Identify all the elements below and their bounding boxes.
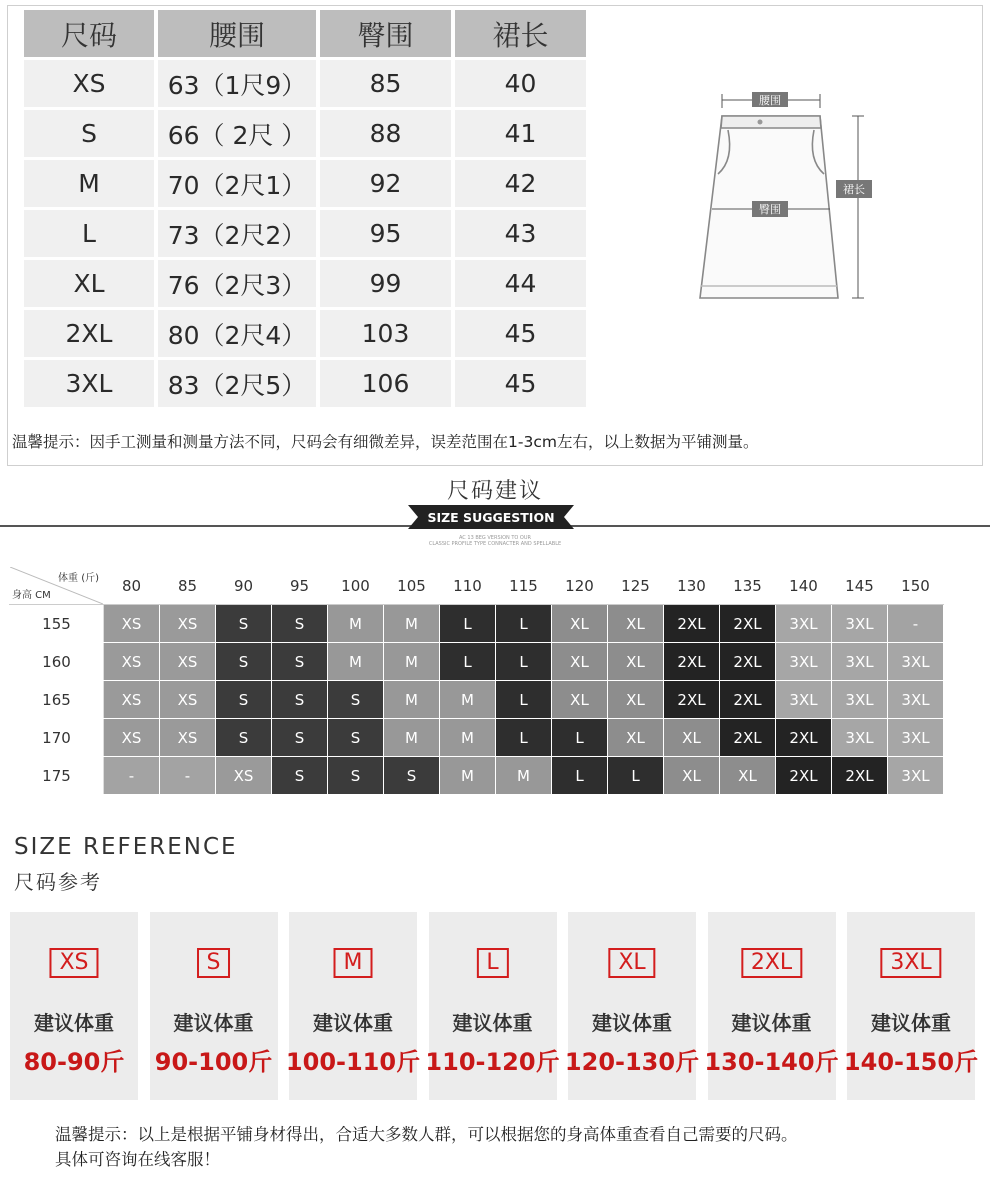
size-cell: S [328, 719, 384, 757]
size-cell: 3XL [832, 643, 888, 681]
size-cell: XS [104, 643, 160, 681]
size-reference-cards [10, 912, 980, 1102]
table-cell: 92 [320, 160, 451, 207]
table-cell: XL [24, 260, 154, 307]
size-cell: S [272, 681, 328, 719]
size-cell: M [384, 605, 440, 643]
table-row [24, 160, 586, 207]
table-cell: 83（2尺5） [158, 360, 316, 407]
header-hip: 臀围 [320, 10, 451, 57]
size-cell: S [272, 643, 328, 681]
size-cell: XS [160, 643, 216, 681]
size-cell: L [608, 757, 664, 795]
size-cell: XS [104, 719, 160, 757]
size-cell: XS [160, 719, 216, 757]
size-cell: XL [664, 757, 720, 795]
table-row [24, 110, 586, 157]
size-cell: 3XL [776, 643, 832, 681]
weight-header: 115 [496, 567, 552, 605]
table-cell: 106 [320, 360, 451, 407]
size-badge: L [476, 948, 508, 978]
table-cell: M [24, 160, 154, 207]
size-cell: M [328, 643, 384, 681]
weight-header: 95 [272, 567, 328, 605]
size-cell: L [552, 757, 608, 795]
suggested-weight-label: 建议体重 [34, 1011, 114, 1035]
header-length: 裙长 [455, 10, 586, 57]
weight-range: 80-90斤 [23, 1048, 125, 1076]
size-cell: 2XL [720, 643, 776, 681]
suggested-weight-label: 建议体重 [313, 1011, 393, 1035]
banner-subtext-line2: CLASSIC PROFILE TYPE CONNACTER AND SPELLABLE [428, 541, 562, 547]
size-cell: 3XL [888, 757, 944, 795]
size-cell: 2XL [720, 681, 776, 719]
weight-header: 135 [720, 567, 776, 605]
table-row [24, 210, 586, 257]
size-cell: 3XL [776, 681, 832, 719]
size-cell: XL [608, 605, 664, 643]
size-cell: - [160, 757, 216, 795]
size-cell: XL [720, 757, 776, 795]
size-cell: 3XL [832, 605, 888, 643]
table-cell: 41 [455, 110, 586, 157]
diagram-hip-label: 臀围 [759, 203, 781, 216]
suggested-weight-label: 建议体重 [731, 1011, 812, 1035]
size-cell: M [440, 681, 496, 719]
table-cell: 2XL [24, 310, 154, 357]
table-cell: 95 [320, 210, 451, 257]
size-card [564, 912, 700, 1100]
banner-text: SIZE SUGGESTION [427, 510, 555, 525]
height-header: 160 [10, 643, 104, 681]
size-cell: XL [664, 719, 720, 757]
weight-header: 120 [552, 567, 608, 605]
table-cell: 70（2尺1） [158, 160, 316, 207]
grid-row [10, 605, 944, 643]
table-cell: 45 [455, 360, 586, 407]
size-cell: 3XL [832, 681, 888, 719]
size-cell: 2XL [776, 757, 832, 795]
size-cell: S [384, 757, 440, 795]
weight-range: 90-100斤 [154, 1048, 273, 1076]
diagram-waist-label: 腰围 [759, 94, 781, 107]
table-cell: 88 [320, 110, 451, 157]
table-cell: 76（2尺3） [158, 260, 316, 307]
table-cell: 40 [455, 60, 586, 107]
weight-header: 125 [608, 567, 664, 605]
weight-range: 120-130斤 [564, 1048, 700, 1076]
weight-header: 105 [384, 567, 440, 605]
grid-row [10, 757, 944, 795]
size-card [704, 912, 839, 1100]
size-card [425, 912, 560, 1100]
suggested-weight-label: 建议体重 [452, 1011, 533, 1035]
weight-header: 90 [216, 567, 272, 605]
suggested-weight-label: 建议体重 [871, 1011, 951, 1035]
table-cell: 3XL [24, 360, 154, 407]
banner-subtext-line1: AC 13 BEG VERSION TO OUR [458, 535, 532, 541]
grid-corner-cell [10, 567, 104, 605]
size-cell: S [216, 605, 272, 643]
grid-row [10, 719, 944, 757]
size-cell: XL [608, 643, 664, 681]
header-size: 尺码 [24, 10, 154, 57]
size-cell: L [440, 605, 496, 643]
size-badge: XS [49, 948, 98, 978]
size-cell: L [496, 719, 552, 757]
height-axis-label: 身高 CM [12, 590, 51, 601]
size-cell: S [216, 681, 272, 719]
size-card [843, 912, 979, 1100]
measurement-notice: 温馨提示：因手工测量和测量方法不同，尺码会有细微差异，误差范围在1-3cm左右，以上数据为平铺测量。 [12, 433, 759, 451]
size-cell: XS [160, 681, 216, 719]
size-cell: M [384, 681, 440, 719]
size-cell: 3XL [888, 719, 944, 757]
size-cell: - [104, 757, 160, 795]
size-cell: XS [104, 605, 160, 643]
size-cell: S [328, 757, 384, 795]
size-cell: 2XL [664, 681, 720, 719]
size-suggestion-grid [9, 566, 944, 795]
size-suggestion-banner [408, 505, 574, 529]
size-cell: M [440, 757, 496, 795]
weight-header: 100 [328, 567, 384, 605]
table-cell: S [24, 110, 154, 157]
size-cell: M [440, 719, 496, 757]
table-cell: 43 [455, 210, 586, 257]
header-waist: 腰围 [158, 10, 316, 57]
weight-range: 130-140斤 [704, 1048, 839, 1076]
height-header: 155 [10, 605, 104, 643]
weight-header: 130 [664, 567, 720, 605]
size-cell: M [496, 757, 552, 795]
size-cell: 2XL [664, 605, 720, 643]
size-cell: - [888, 605, 944, 643]
table-cell: 80（2尺4） [158, 310, 316, 357]
weight-header: 110 [440, 567, 496, 605]
size-cell: 2XL [720, 719, 776, 757]
size-badge: 3XL [880, 948, 941, 978]
grid-header-row [10, 567, 944, 605]
size-cell: L [496, 643, 552, 681]
height-header: 165 [10, 681, 104, 719]
size-card [285, 912, 421, 1100]
height-header: 175 [10, 757, 104, 795]
table-cell: 44 [455, 260, 586, 307]
grid-row [10, 681, 944, 719]
table-cell: 66（ 2尺 ） [158, 110, 316, 157]
size-cell: XL [608, 719, 664, 757]
size-card [150, 912, 278, 1100]
size-cell: 3XL [888, 643, 944, 681]
size-reference-subtitle: 尺码参考 [14, 870, 102, 894]
size-cell: M [384, 643, 440, 681]
size-cell: XL [552, 681, 608, 719]
size-cell: 2XL [832, 757, 888, 795]
table-row [24, 310, 586, 357]
table-cell: 85 [320, 60, 451, 107]
size-advice-line2: 具体可咨询在线客服！ [55, 1150, 220, 1169]
banner-subtext [0, 535, 990, 547]
size-cell: 2XL [664, 643, 720, 681]
weight-range: 140-150斤 [843, 1048, 979, 1076]
weight-header: 80 [104, 567, 160, 605]
size-cell: XL [552, 643, 608, 681]
size-measurement-table [20, 7, 590, 410]
size-cell: 2XL [776, 719, 832, 757]
table-row [24, 60, 586, 107]
size-cell: XS [160, 605, 216, 643]
table-cell: 99 [320, 260, 451, 307]
size-cell: XS [216, 757, 272, 795]
table-cell: L [24, 210, 154, 257]
size-card [10, 912, 138, 1100]
weight-range: 110-120斤 [425, 1048, 560, 1076]
size-cell: 3XL [888, 681, 944, 719]
size-cell: XL [552, 605, 608, 643]
size-cell: L [496, 605, 552, 643]
table-cell: XS [24, 60, 154, 107]
size-advice-notice [55, 1122, 798, 1172]
size-cell: M [384, 719, 440, 757]
size-badge: M [334, 948, 373, 978]
table-cell: 73（2尺2） [158, 210, 316, 257]
weight-axis-label: 体重 (斤) [58, 573, 99, 584]
size-cell: XL [608, 681, 664, 719]
size-cell: L [440, 643, 496, 681]
weight-header: 150 [888, 567, 944, 605]
suggested-weight-label: 建议体重 [173, 1011, 254, 1035]
size-cell: L [496, 681, 552, 719]
table-cell: 45 [455, 310, 586, 357]
size-cell: 2XL [720, 605, 776, 643]
size-reference-title: SIZE REFERENCE [14, 834, 238, 860]
table-row [24, 260, 586, 307]
size-cell: S [328, 681, 384, 719]
skirt-measurement-diagram [690, 86, 890, 306]
size-cell: L [552, 719, 608, 757]
table-row [24, 360, 586, 407]
table-cell: 63（1尺9） [158, 60, 316, 107]
size-badge: S [197, 948, 231, 978]
size-cell: S [272, 757, 328, 795]
size-advice-line1: 温馨提示：以上是根据平铺身材得出，合适大多数人群，可以根据您的身高体重查看自己需要的尺码。 [55, 1125, 798, 1144]
size-cell: M [328, 605, 384, 643]
weight-range: 100-110斤 [285, 1048, 421, 1076]
size-cell: 3XL [776, 605, 832, 643]
size-cell: S [216, 719, 272, 757]
weight-header: 85 [160, 567, 216, 605]
table-cell: 42 [455, 160, 586, 207]
diagram-length-label: 裙长 [843, 183, 865, 196]
size-badge: XL [608, 948, 655, 978]
weight-header: 140 [776, 567, 832, 605]
size-cell: 3XL [832, 719, 888, 757]
suggested-weight-label: 建议体重 [592, 1011, 672, 1035]
table-cell: 103 [320, 310, 451, 357]
height-header: 170 [10, 719, 104, 757]
size-cell: XS [104, 681, 160, 719]
size-cell: S [272, 719, 328, 757]
size-cell: S [272, 605, 328, 643]
grid-row [10, 643, 944, 681]
size-cell: S [216, 643, 272, 681]
weight-header: 145 [832, 567, 888, 605]
size-badge: 2XL [741, 948, 802, 978]
size-suggestion-title: 尺码建议 [446, 479, 543, 504]
table-header-row [24, 10, 586, 57]
